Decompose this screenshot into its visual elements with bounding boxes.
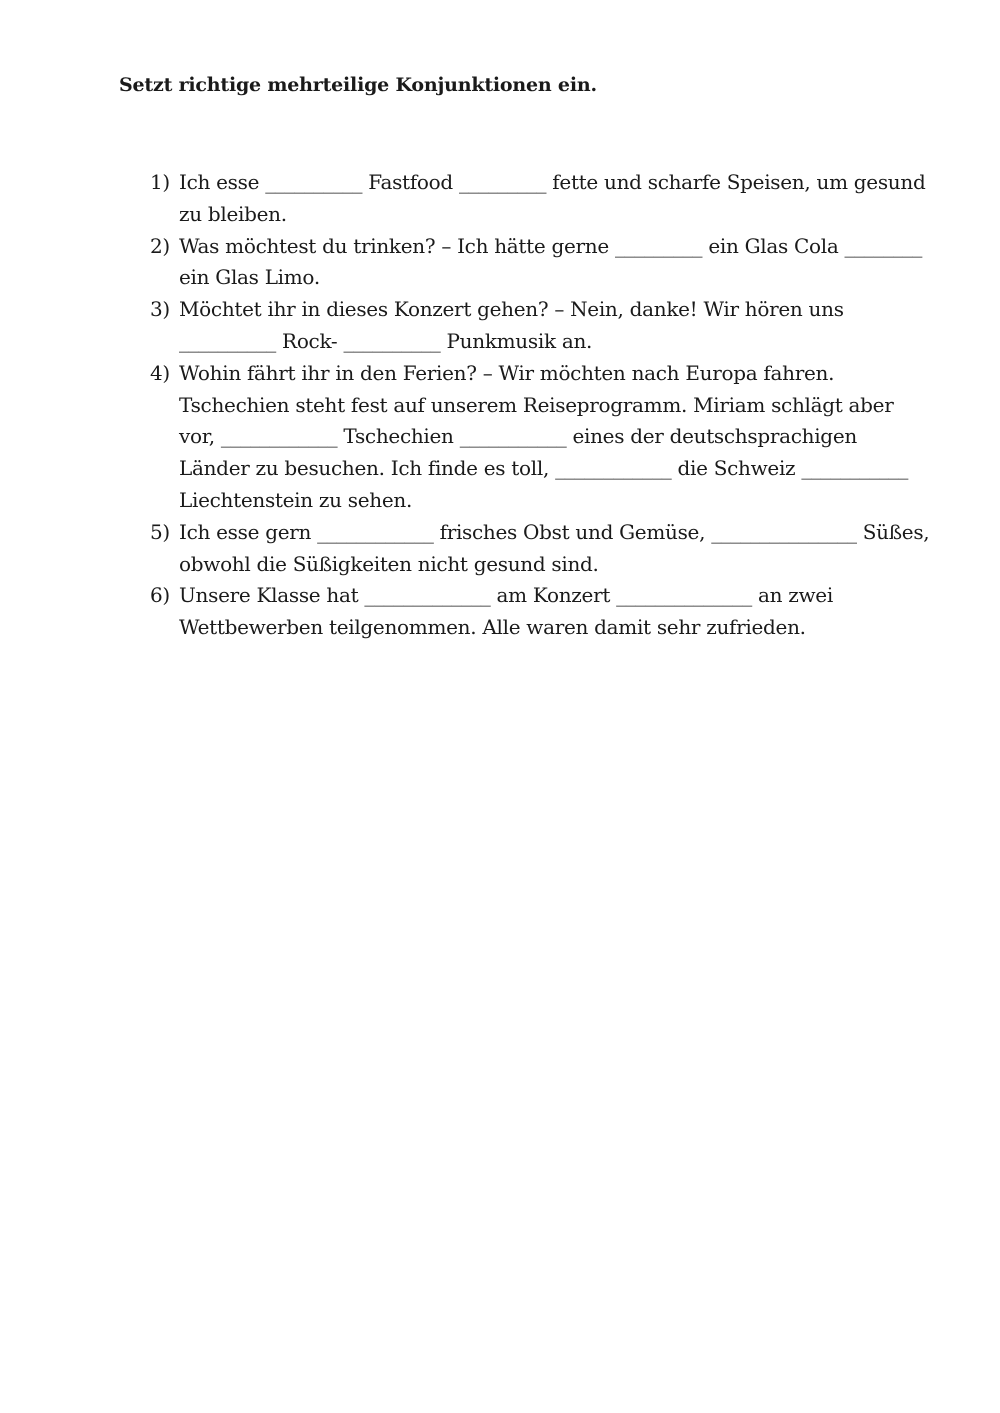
exercise-item (150, 231, 930, 295)
item-text: Unsere Klasse hat _____________ am Konzert ______________ an zwei Wettbewerben teilgenommen. Alle waren damit sehr zufrieden. (179, 583, 833, 640)
exercise-item (150, 580, 930, 644)
item-text: Was möchtest du trinken? – Ich hätte gerne _________ ein Glas Cola ________ ein Glas Limo. (179, 233, 923, 290)
item-text: Ich esse gern ____________ frisches Obst und Gemüse, _______________ Süßes, obwohl die Süßigkeiten nicht gesund sind. (179, 519, 930, 576)
exercise-item (150, 294, 930, 358)
exercise-list (150, 167, 930, 644)
item-text: Möchtet ihr in dieses Konzert gehen? – Nein, danke! Wir hören uns __________ Rock- __________ Punkmusik an. (179, 297, 844, 353)
exercise-item (150, 517, 930, 581)
page-title: Setzt richtige mehrteilige Konjunktionen ein. (119, 74, 597, 96)
item-number: 3) (150, 297, 170, 322)
item-text: Ich esse __________ Fastfood _________ fette und scharfe Speisen, um gesund zu bleiben. (179, 170, 926, 226)
item-number: 4) (150, 360, 170, 385)
item-number: 6) (150, 583, 170, 608)
item-number: 2) (150, 233, 170, 258)
item-text: Wohin fährt ihr in den Ferien? – Wir möchten nach Europa fahren. Tschechien steht fest auf unserem Reiseprogramm. Miriam schlägt aber vor, ____________ Tschechien ___________ eines der deutschsprachigen Länder zu besuchen. Ich finde es toll, ____________ die Schweiz ___________ Liechtenstein zu sehen. (179, 360, 909, 512)
item-number: 1) (150, 170, 170, 194)
exercise-item (150, 167, 930, 231)
item-number: 5) (150, 519, 170, 544)
exercise-item (150, 358, 930, 517)
